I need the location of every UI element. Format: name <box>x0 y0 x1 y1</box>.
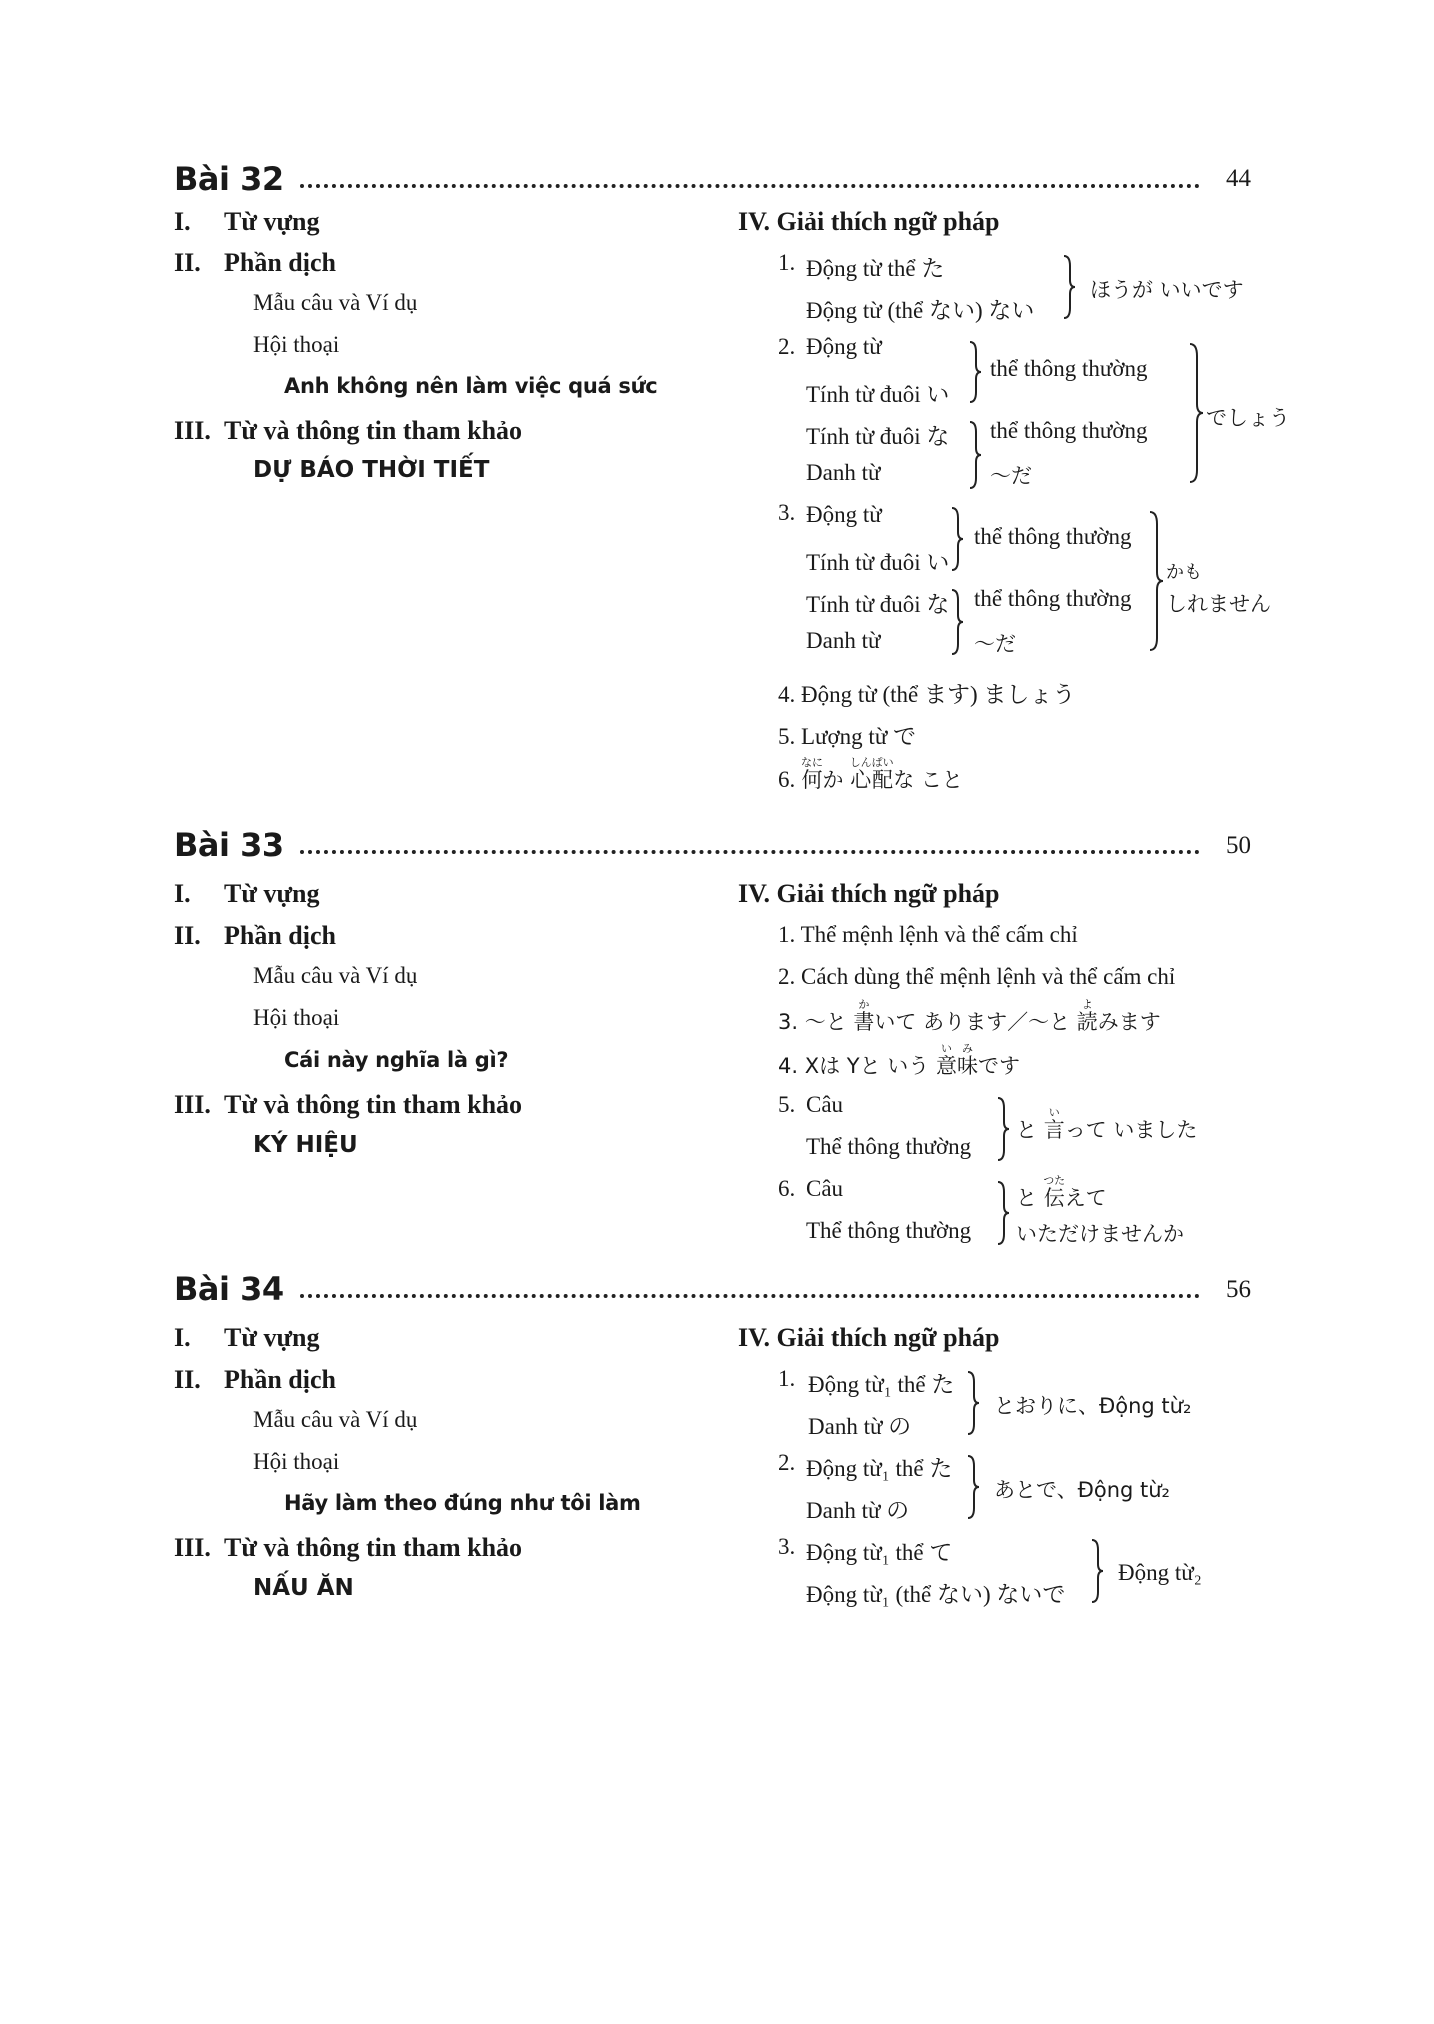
section-reference[interactable]: III. Từ và thông tin tham khảo <box>174 1533 523 1562</box>
grammar-result: と 伝つたえて <box>1016 1174 1107 1210</box>
brace <box>966 1454 980 1520</box>
grammar-mid: thể thông thường <box>990 356 1148 381</box>
brace <box>1090 1538 1104 1604</box>
sub-examples[interactable]: Mẫu câu và Ví dụ <box>253 290 418 315</box>
lesson-title: Bài 33 <box>174 826 284 864</box>
grammar-result: あとで、Động từ₂ <box>994 1478 1170 1502</box>
conversation-title[interactable]: Anh không nên làm việc quá sức <box>284 374 658 398</box>
grammar-item: 6. 何なにか 心配しんぱいな こと <box>778 756 963 792</box>
grammar-result: とおりに、Động từ₂ <box>994 1394 1192 1418</box>
brace <box>1062 254 1076 320</box>
grammar-result: かも <box>1166 562 1202 583</box>
brace <box>950 506 964 572</box>
conversation-title[interactable]: Cái này nghĩa là gì? <box>284 1048 509 1072</box>
grammar-item: Câu <box>806 1176 844 1201</box>
section-grammar[interactable]: IV. Giải thích ngữ pháp <box>738 1323 1000 1352</box>
grammar-mid: ～だ <box>990 464 1032 488</box>
grammar-number: 3. <box>778 1534 796 1559</box>
grammar-number: 2. <box>778 334 796 359</box>
sub-conversation[interactable]: Hội thoại <box>253 1005 340 1030</box>
page-number[interactable]: 44 <box>1226 165 1251 192</box>
reference-topic[interactable]: DỰ BÁO THỜI TIẾT <box>253 457 490 483</box>
section-grammar[interactable]: IV. Giải thích ngữ pháp <box>738 207 1000 236</box>
brace <box>1148 510 1164 654</box>
grammar-item: 5. Lượng từ で <box>778 724 917 749</box>
grammar-number: 2. <box>778 1450 796 1475</box>
grammar-item: Động từ thể た <box>806 256 945 281</box>
lesson-title: Bài 34 <box>174 1270 284 1308</box>
section-reference[interactable]: III. Từ và thông tin tham khảo <box>174 1090 523 1119</box>
section-reference[interactable]: III. Từ và thông tin tham khảo <box>174 416 523 445</box>
grammar-item: Danh từ <box>806 628 881 653</box>
section-vocabulary[interactable]: I. Từ vựng <box>174 207 320 236</box>
lesson-title: Bài 32 <box>174 160 284 198</box>
grammar-item: Danh từ <box>806 460 881 485</box>
brace <box>968 340 982 404</box>
section-grammar[interactable]: IV. Giải thích ngữ pháp <box>738 879 1000 908</box>
grammar-number: 1. <box>778 250 796 275</box>
conversation-title[interactable]: Hãy làm theo đúng như tôi làm <box>284 1491 641 1515</box>
section-vocabulary[interactable]: I. Từ vựng <box>174 879 320 908</box>
brace <box>968 420 982 490</box>
brace <box>996 1180 1010 1246</box>
dot-leader <box>300 184 1200 188</box>
grammar-number: 5. <box>778 1092 796 1117</box>
grammar-mid: thể thông thường <box>974 524 1132 549</box>
grammar-item: Thể thông thường <box>806 1134 972 1159</box>
grammar-result: いただけませんか <box>1016 1222 1184 1246</box>
reference-topic[interactable]: NẤU ĂN <box>253 1575 354 1601</box>
brace <box>1188 342 1204 486</box>
section-translation[interactable]: II. Phần dịch <box>174 1365 336 1394</box>
grammar-item: Động từ₁ (thể ない) ないで <box>806 1582 1066 1607</box>
grammar-mid: thể thông thường <box>974 586 1132 611</box>
grammar-result: Động từ₂ <box>1118 1560 1202 1585</box>
grammar-item: Danh từ の <box>808 1414 912 1439</box>
grammar-number: 3. <box>778 500 796 525</box>
grammar-item: Tính từ đuôi い <box>806 382 950 407</box>
grammar-number: 1. <box>778 1366 796 1391</box>
brace <box>966 1370 980 1436</box>
grammar-item: 4. Xは Yと いう 意味いみです <box>778 1042 1020 1078</box>
grammar-item: 3. ～と 書かいて あります／～と 読よみます <box>778 998 1161 1034</box>
sub-examples[interactable]: Mẫu câu và Ví dụ <box>253 963 418 988</box>
section-vocabulary[interactable]: I. Từ vựng <box>174 1323 320 1352</box>
grammar-item: Tính từ đuôi な <box>806 592 950 617</box>
grammar-number: 6. <box>778 1176 796 1201</box>
grammar-result: でしょう <box>1206 406 1290 430</box>
grammar-mid: ～だ <box>974 632 1016 656</box>
grammar-result: しれません <box>1166 592 1271 616</box>
grammar-item: Câu <box>806 1092 844 1117</box>
grammar-item: Động từ₁ thể て <box>806 1540 953 1565</box>
dot-leader <box>300 850 1200 854</box>
grammar-result: ほうが いいです <box>1090 278 1244 302</box>
grammar-item: 1. Thể mệnh lệnh và thể cấm chỉ <box>778 922 1078 947</box>
page-number[interactable]: 50 <box>1226 832 1251 859</box>
grammar-item: Tính từ đuôi い <box>806 550 950 575</box>
grammar-item: Động từ₁ thể た <box>808 1372 955 1397</box>
grammar-item: Động từ (thể ない) ない <box>806 298 1035 323</box>
grammar-item: Thể thông thường <box>806 1218 972 1243</box>
reference-topic[interactable]: KÝ HIỆU <box>253 1132 358 1158</box>
grammar-item: Động từ₁ thể た <box>806 1456 953 1481</box>
dot-leader <box>300 1294 1200 1298</box>
page-number[interactable]: 56 <box>1226 1276 1251 1303</box>
grammar-item: 2. Cách dùng thể mệnh lệnh và thể cấm chỉ <box>778 964 1176 989</box>
sub-conversation[interactable]: Hội thoại <box>253 1449 340 1474</box>
grammar-item: 4. Động từ (thể ます) ましょう <box>778 682 1076 707</box>
grammar-item: Danh từ の <box>806 1498 910 1523</box>
sub-conversation[interactable]: Hội thoại <box>253 332 340 357</box>
grammar-mid: thể thông thường <box>990 418 1148 443</box>
grammar-result: と 言いって いました <box>1016 1106 1198 1142</box>
brace <box>950 588 964 656</box>
sub-examples[interactable]: Mẫu câu và Ví dụ <box>253 1407 418 1432</box>
grammar-item: Động từ <box>806 502 882 527</box>
grammar-item: Động từ <box>806 334 882 359</box>
section-translation[interactable]: II. Phần dịch <box>174 248 336 277</box>
section-translation[interactable]: II. Phần dịch <box>174 921 336 950</box>
brace <box>996 1096 1010 1162</box>
grammar-item: Tính từ đuôi な <box>806 424 950 449</box>
